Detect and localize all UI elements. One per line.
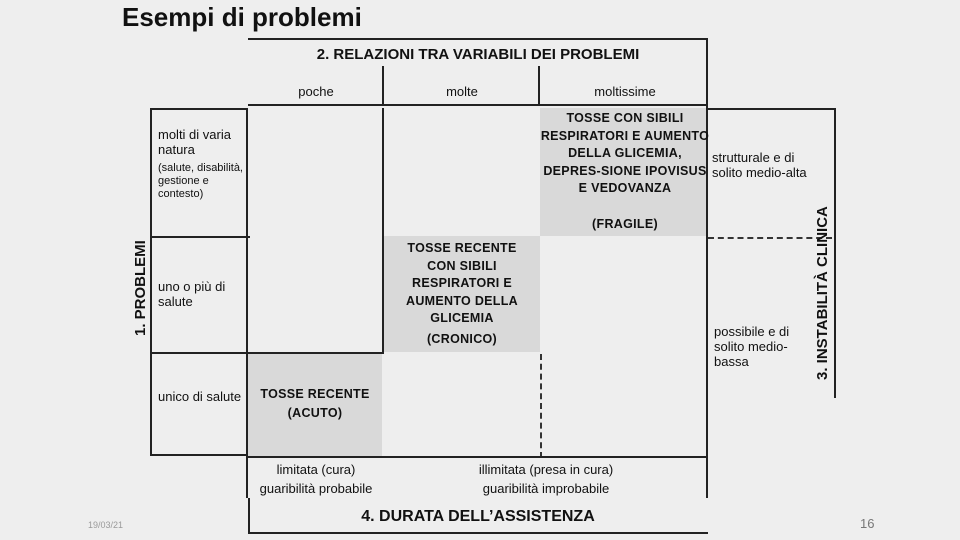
footer-date: 19/03/21 — [88, 520, 124, 530]
page-title: Esempi di problemi — [122, 2, 362, 32]
separator — [150, 454, 248, 456]
separator — [538, 66, 540, 106]
separator — [248, 456, 708, 458]
column-header-moltissime: moltissime — [594, 84, 656, 99]
case-acuto-text: TOSSE RECENTE — [260, 387, 370, 401]
separator — [150, 236, 250, 238]
case-acuto-tag: (ACUTO) — [287, 406, 343, 420]
separator — [248, 498, 250, 534]
row-label-molti: molti di varia natura — [158, 127, 231, 157]
durata-level-limitata: limitata (cura) guaribilità probabile — [259, 462, 373, 496]
problemi-label: 1. PROBLEMI — [132, 240, 149, 336]
case-cronico-tag: (CRONICO) — [426, 332, 498, 346]
separator — [150, 352, 250, 354]
separator — [382, 66, 384, 106]
row-label-unico: unico di salute — [158, 389, 242, 404]
separator — [246, 108, 248, 498]
column-header-molte: molte — [446, 84, 478, 99]
dashed-divider — [540, 354, 542, 458]
page-number: 16 — [860, 516, 875, 531]
durata-label: 4. DURATA DELL’ASSISTENZA — [361, 508, 595, 525]
separator — [834, 108, 836, 398]
row-detail-molti: (salute, disabilità, gestione e contesto) — [158, 162, 243, 200]
separator — [150, 108, 152, 454]
case-fragile-tag: (FRAGILE) — [592, 217, 658, 231]
row-label-uno-o-piu: uno o più di salute — [158, 279, 226, 309]
instabilita-level-high: strutturale e di solito medio-alta — [712, 150, 807, 180]
separator — [248, 532, 708, 534]
durata-level-illimitata: illimitata (presa in cura) guaribilità improbabile — [478, 462, 614, 496]
separator — [706, 108, 836, 110]
separator — [248, 352, 384, 354]
case-fragile-text: TOSSE CON SIBILI RESPIRATORI E AUMENTO DELLA GLICEMIA, DEPRES-SIONE IPOVISUS E VEDOVANZA — [540, 111, 710, 195]
relazioni-label: 2. RELAZIONI TRA VARIABILI DEI PROBLEMI — [316, 46, 640, 63]
instabilita-label: 3. INSTABILITÀ CLINICA — [814, 206, 831, 380]
case-cronico-text: TOSSE RECENTE CON SIBILI RESPIRATORI E AUMENTO DELLA GLICEMIA — [406, 241, 518, 325]
separator — [248, 104, 708, 106]
case-region-acuto — [248, 352, 382, 456]
instabilita-level-low: possibile e di solito medio-bassa — [714, 324, 790, 369]
separator — [382, 108, 384, 352]
separator — [150, 108, 248, 110]
column-header-poche: poche — [298, 84, 334, 99]
